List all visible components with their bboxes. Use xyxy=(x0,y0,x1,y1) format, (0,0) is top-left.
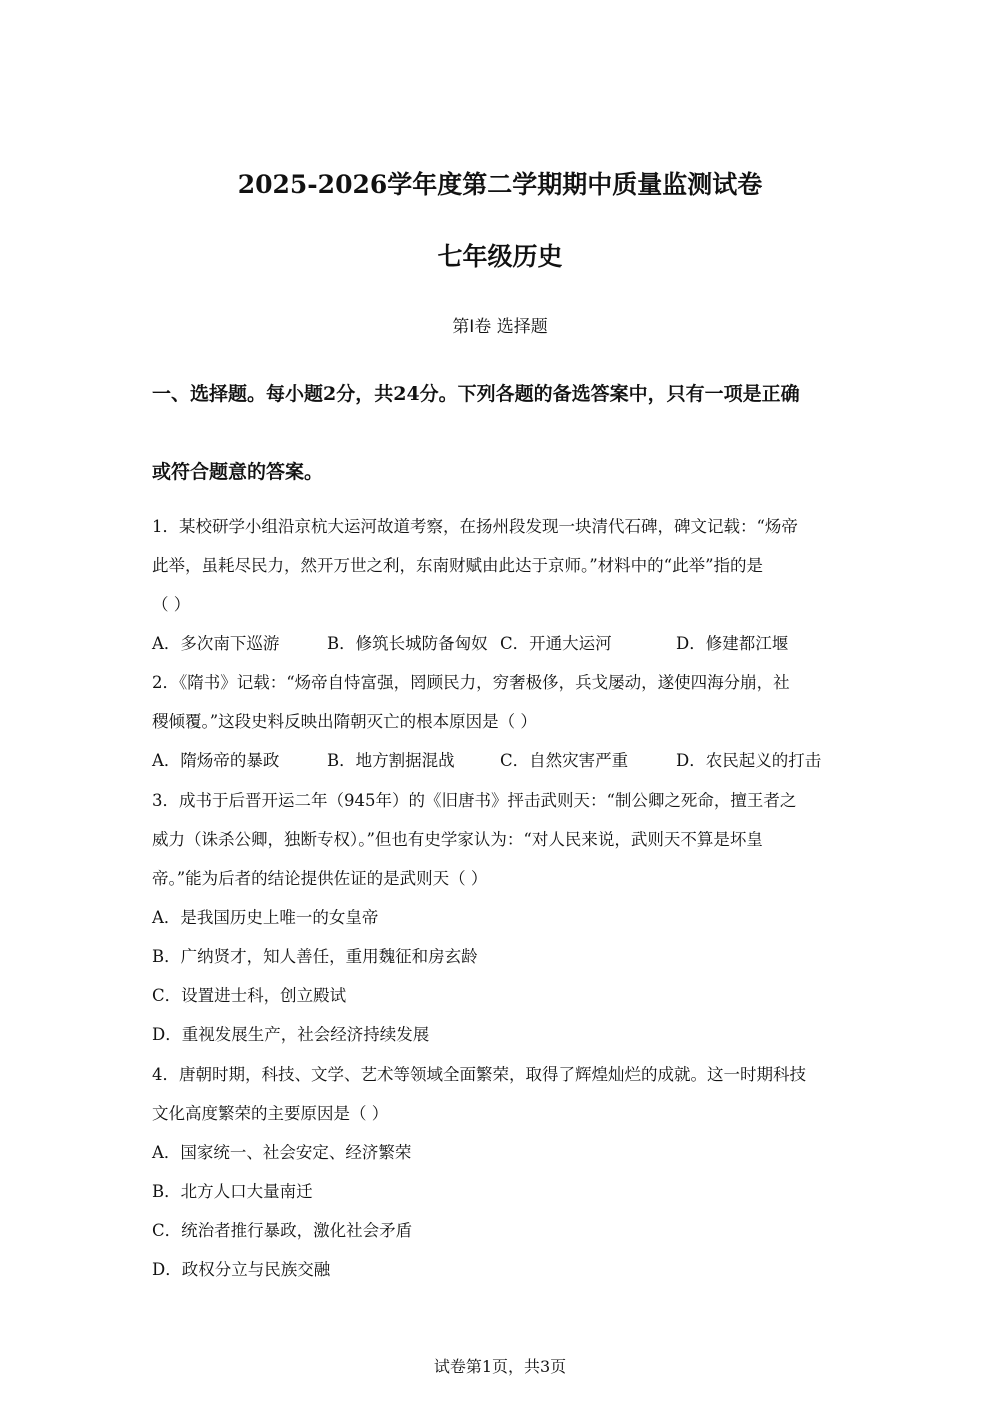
section-heading-line-1: 一、选择题。每小题2分，共24分。下列各题的备选答案中，只有一项是正确 xyxy=(152,383,800,405)
question-2-option-b: B．地方割据混战 xyxy=(327,751,455,770)
question-1-line-3: （ ） xyxy=(152,595,191,614)
question-3-option-c: C．设置进士科，创立殿试 xyxy=(152,986,347,1005)
exam-subject: 七年级历史 xyxy=(437,242,563,271)
exam-title: 2025-2026学年度第二学期期中质量监测试卷 xyxy=(237,170,763,199)
question-2-line-2: 稷倾覆。”这段史料反映出隋朝灭亡的根本原因是（ ） xyxy=(152,712,537,731)
question-3-line-2: 威力（诛杀公卿，独断专权）。”但也有史学家认为：“对人民来说，武则天不算是坏皇 xyxy=(152,830,763,849)
question-1-option-a: A．多次南下巡游 xyxy=(152,634,280,653)
question-3-option-a: A．是我国历史上唯一的女皇帝 xyxy=(152,908,379,927)
question-3-line-1: 3．成书于后晋开运二年（945年）的《旧唐书》抨击武则天：“制公卿之死命，擅王者之 xyxy=(152,791,797,810)
question-4-option-d: D．政权分立与民族交融 xyxy=(152,1260,331,1279)
question-2-option-a: A．隋炀帝的暴政 xyxy=(152,751,280,770)
section-heading-line-2: 或符合题意的答案。 xyxy=(152,461,324,483)
page-footer: 试卷第1页，共3页 xyxy=(433,1357,567,1376)
question-1-option-d: D．修建都江堰 xyxy=(676,634,789,653)
part-title: 第Ⅰ卷 选择题 xyxy=(452,317,548,337)
question-3-option-d: D．重视发展生产，社会经济持续发展 xyxy=(152,1025,430,1044)
question-3-option-b: B．广纳贤才，知人善任，重用魏征和房玄龄 xyxy=(152,947,478,966)
question-4-line-1: 4．唐朝时期，科技、文学、艺术等领域全面繁荣，取得了辉煌灿烂的成就。这一时期科技 xyxy=(152,1065,806,1084)
question-2-line-1: 2．《隋书》记载：“炀帝自恃富强，罔顾民力，穷奢极侈，兵戈屡动，遂使四海分崩，社 xyxy=(152,673,790,692)
question-1-line-1: 1．某校研学小组沿京杭大运河故道考察，在扬州段发现一块清代石碑，碑文记载：“炀帝 xyxy=(152,517,798,536)
question-1-option-c: C．开通大运河 xyxy=(500,634,612,653)
question-4-option-b: B．北方人口大量南迁 xyxy=(152,1182,313,1201)
question-1-line-2: 此举，虽耗尽民力，然开万世之利，东南财赋由此达于京师。”材料中的“此举”指的是 xyxy=(152,556,764,575)
question-1-option-b: B．修筑长城防备匈奴 xyxy=(327,634,488,653)
question-3-line-3: 帝。”能为后者的结论提供佐证的是武则天（ ） xyxy=(152,869,488,888)
question-4-option-c: C．统治者推行暴政，激化社会矛盾 xyxy=(152,1221,413,1240)
question-4-line-2: 文化高度繁荣的主要原因是（ ） xyxy=(152,1104,389,1123)
question-2-option-c: C．自然灾害严重 xyxy=(500,751,629,770)
question-2-option-d: D．农民起义的打击 xyxy=(676,751,822,770)
question-4-option-a: A．国家统一、社会安定、经济繁荣 xyxy=(152,1143,412,1162)
